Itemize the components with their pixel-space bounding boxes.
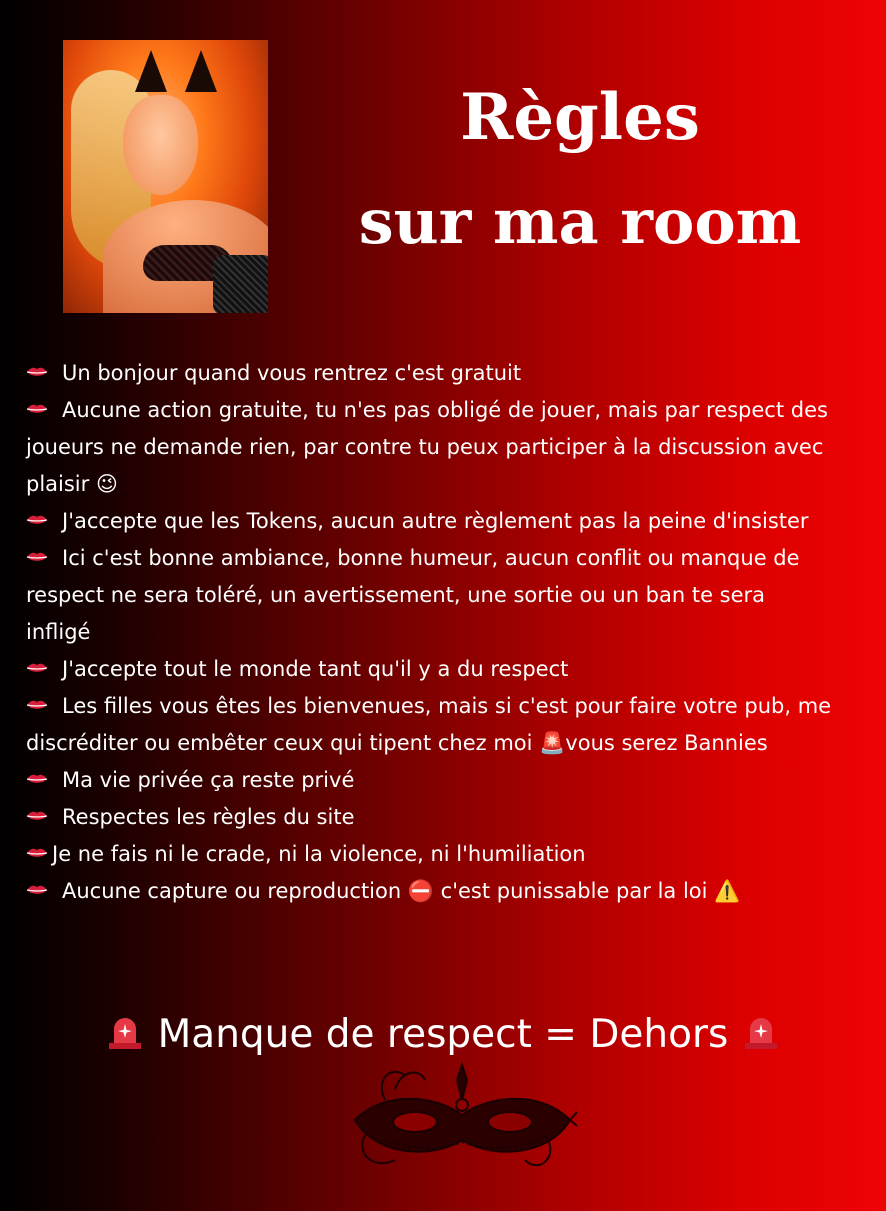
- page-title-line2: sur ma room: [358, 185, 802, 258]
- lips-icon: [26, 699, 48, 711]
- lips-icon: [26, 514, 48, 526]
- rule-item: J'accepte tout le monde tant qu'il y a du respect: [26, 651, 886, 688]
- masquerade-mask-icon: [345, 1060, 580, 1185]
- lips-icon: [26, 810, 48, 822]
- rule-item: Je ne fais ni le crade, ni la violence, ni l'humiliation: [26, 836, 886, 873]
- page-title-line1: Règles: [460, 80, 700, 155]
- siren-icon: [741, 1011, 781, 1051]
- lips-icon: [26, 662, 48, 674]
- rule-item: Les filles vous êtes les bienvenues, mais si c'est pour faire votre pub, me discréditer ou embêter ceux qui tipent chez moi 🚨vous serez Bannies: [26, 694, 832, 755]
- profile-photo: [63, 40, 268, 313]
- lips-icon: [26, 773, 48, 785]
- rule-item: Respectes les règles du site: [26, 799, 886, 836]
- lips-icon: [26, 551, 48, 563]
- rule-item: Aucune action gratuite, tu n'es pas obligé de jouer, mais par respect des joueurs ne demande rien, par contre tu peux participer à la discussion avec plaisir 😉: [26, 398, 828, 496]
- rule-item: J'accepte que les Tokens, aucun autre règlement pas la peine d'insister: [26, 503, 886, 540]
- rule-item: Aucune capture ou reproduction ⛔ c'est punissable par la loi ⚠️: [26, 873, 886, 910]
- footer-text: Manque de respect = Dehors: [157, 1012, 729, 1057]
- footer-warning: [0, 1012, 886, 1057]
- lips-icon: [26, 884, 48, 896]
- rules-list: [26, 355, 886, 910]
- lips-icon: [26, 403, 48, 415]
- rule-item: Ici c'est bonne ambiance, bonne humeur, aucun conflit ou manque de respect ne sera toléré, un avertissement, une sortie ou un ban te sera infligé: [26, 546, 800, 644]
- lips-icon: [26, 366, 48, 378]
- lips-icon: [26, 847, 48, 859]
- rule-item: Un bonjour quand vous rentrez c'est gratuit: [26, 355, 886, 392]
- rule-item: Ma vie privée ça reste privé: [26, 762, 886, 799]
- siren-icon: [105, 1011, 145, 1051]
